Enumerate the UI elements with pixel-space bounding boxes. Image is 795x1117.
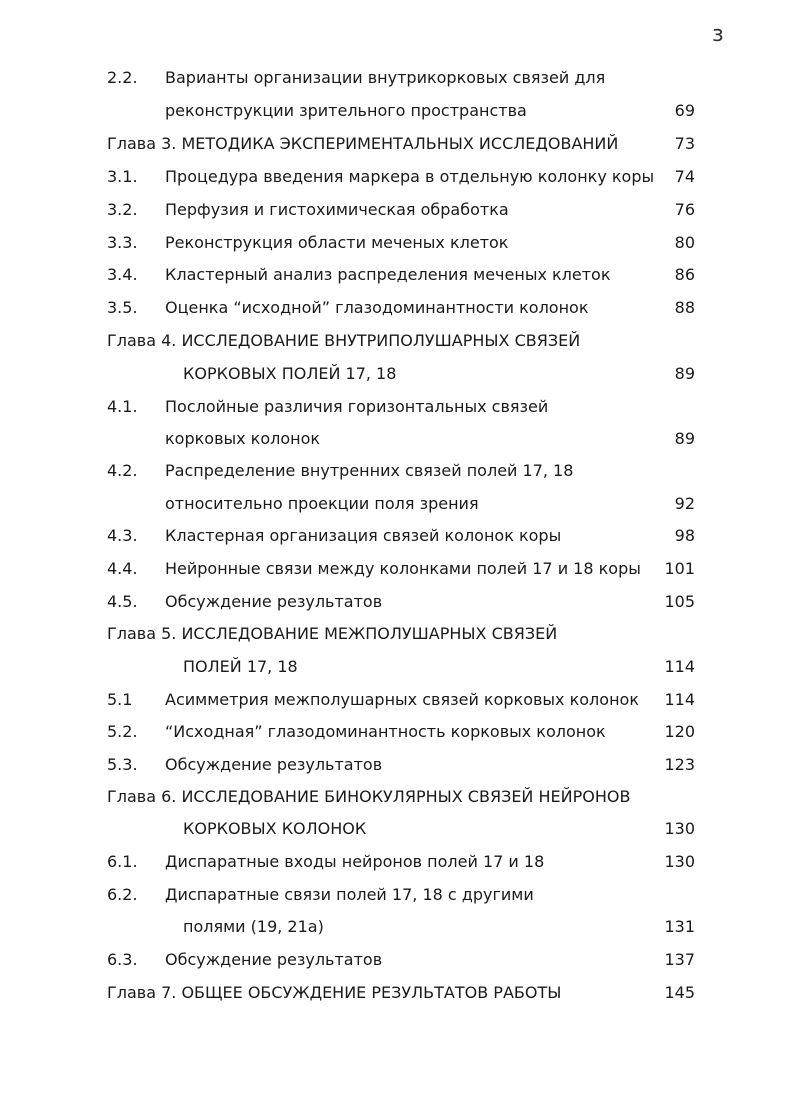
toc-page: 89: [674, 429, 695, 448]
toc-page: 145: [664, 983, 695, 1002]
toc-page: 120: [664, 722, 695, 741]
toc-title: Обсуждение результатов: [165, 950, 383, 969]
toc-entry: [0, 717, 795, 747]
toc-title: корковых колонок: [165, 429, 321, 448]
toc-page: 130: [664, 819, 695, 838]
toc-entry: [0, 750, 795, 780]
toc-title: Оценка “исходной” глазодоминантности колонок: [165, 298, 589, 317]
toc-entry: [0, 554, 795, 584]
toc-chapter: [0, 129, 795, 159]
toc-page: 74: [674, 167, 695, 186]
toc-title: Обсуждение результатов: [165, 592, 383, 611]
toc-number: 6.1.: [107, 852, 138, 871]
toc-chapter-continuation: [0, 359, 795, 389]
toc-entry: [0, 912, 795, 942]
toc-page: 80: [674, 233, 695, 252]
toc-chapter-continuation: [0, 652, 795, 682]
toc-chapter: [0, 782, 795, 812]
toc-page: 137: [664, 950, 695, 969]
toc-entry: [0, 228, 795, 258]
toc-chapter: [0, 326, 795, 356]
toc-entry: [0, 880, 795, 910]
chapter-title-continuation: КОРКОВЫХ КОЛОНОК: [183, 819, 367, 838]
chapter-title-continuation: ПОЛЕЙ 17, 18: [183, 657, 298, 676]
toc-title: Обсуждение результатов: [165, 755, 383, 774]
toc-title: реконструкции зрительного пространства: [165, 101, 527, 120]
toc-entry: [0, 489, 795, 519]
toc-number: 2.2.: [107, 68, 138, 87]
toc-entry: [0, 63, 795, 93]
toc-page: 86: [674, 265, 695, 284]
toc-title: Перфузия и гистохимическая обработка: [165, 200, 509, 219]
toc-title: Диспаратные связи полей 17, 18 с другими: [165, 885, 534, 904]
toc-title: Нейронные связи между колонками полей 17 и 18 коры: [165, 559, 641, 578]
toc-page: 89: [674, 364, 695, 383]
toc-title: Процедура введения маркера в отдельную колонку коры: [165, 167, 655, 186]
toc-title: Кластерный анализ распределения меченых клеток: [165, 265, 611, 284]
toc-number: 6.3.: [107, 950, 138, 969]
toc-title: Реконструкция области меченых клеток: [165, 233, 509, 252]
toc-number: 5.2.: [107, 722, 138, 741]
toc-page: 101: [664, 559, 695, 578]
toc-page: 76: [674, 200, 695, 219]
toc-number: 5.3.: [107, 755, 138, 774]
toc-entry: [0, 293, 795, 323]
toc-number: 3.2.: [107, 200, 138, 219]
toc-entry: [0, 260, 795, 290]
toc-page: 114: [664, 690, 695, 709]
toc-entry: [0, 945, 795, 975]
toc-title: полями (19, 21а): [183, 917, 324, 936]
toc-number: 3.4.: [107, 265, 138, 284]
toc-chapter: [0, 619, 795, 649]
toc-entry: [0, 424, 795, 454]
toc-chapter-continuation: [0, 814, 795, 844]
toc-page: 130: [664, 852, 695, 871]
toc-chapter: [0, 978, 795, 1008]
toc-entry: [0, 162, 795, 192]
chapter-title: Глава 3. МЕТОДИКА ЭКСПЕРИМЕНТАЛЬНЫХ ИССЛЕДОВАНИЙ: [107, 134, 619, 153]
chapter-title: Глава 7. ОБЩЕЕ ОБСУЖДЕНИЕ РЕЗУЛЬТАТОВ РАБОТЫ: [107, 983, 562, 1002]
toc-title: Диспаратные входы нейронов полей 17 и 18: [165, 852, 545, 871]
toc-number: 5.1: [107, 690, 133, 709]
toc-number: 4.5.: [107, 592, 138, 611]
toc-title: “Исходная” глазодоминантность корковых колонок: [165, 722, 606, 741]
page-corner-mark: з: [712, 22, 724, 47]
toc-page: 131: [664, 917, 695, 936]
toc-entry: [0, 521, 795, 551]
toc-number: 4.2.: [107, 461, 138, 480]
toc-page: 88: [674, 298, 695, 317]
toc-number: 3.3.: [107, 233, 138, 252]
toc-page: 114: [664, 657, 695, 676]
toc-title: Распределение внутренних связей полей 17, 18: [165, 461, 574, 480]
toc-page: 73: [674, 134, 695, 153]
toc-entry: [0, 847, 795, 877]
toc-number: 3.1.: [107, 167, 138, 186]
toc-number: 6.2.: [107, 885, 138, 904]
toc-entry: [0, 392, 795, 422]
toc-entry: [0, 685, 795, 715]
chapter-title: Глава 4. ИССЛЕДОВАНИЕ ВНУТРИПОЛУШАРНЫХ СВЯЗЕЙ: [107, 331, 581, 350]
toc-page: 69: [674, 101, 695, 120]
toc-entry: [0, 96, 795, 126]
toc-title: относительно проекции поля зрения: [165, 494, 479, 513]
chapter-title: Глава 6. ИССЛЕДОВАНИЕ БИНОКУЛЯРНЫХ СВЯЗЕЙ НЕЙРОНОВ: [107, 787, 631, 806]
toc-entry: [0, 195, 795, 225]
toc-title: Кластерная организация связей колонок коры: [165, 526, 562, 545]
toc-number: 4.4.: [107, 559, 138, 578]
chapter-title: Глава 5. ИССЛЕДОВАНИЕ МЕЖПОЛУШАРНЫХ СВЯЗЕЙ: [107, 624, 558, 643]
toc-title: Послойные различия горизонтальных связей: [165, 397, 549, 416]
toc-page: 123: [664, 755, 695, 774]
toc-entry: [0, 456, 795, 486]
toc-page: 105: [664, 592, 695, 611]
toc-number: 4.3.: [107, 526, 138, 545]
toc-number: 3.5.: [107, 298, 138, 317]
toc-entry: [0, 587, 795, 617]
toc-page: 98: [674, 526, 695, 545]
toc-title: Асимметрия межполушарных связей корковых колонок: [165, 690, 639, 709]
toc-page: 92: [674, 494, 695, 513]
toc-title: Варианты организации внутрикорковых связей для: [165, 68, 606, 87]
chapter-title-continuation: КОРКОВЫХ ПОЛЕЙ 17, 18: [183, 364, 397, 383]
toc-number: 4.1.: [107, 397, 138, 416]
